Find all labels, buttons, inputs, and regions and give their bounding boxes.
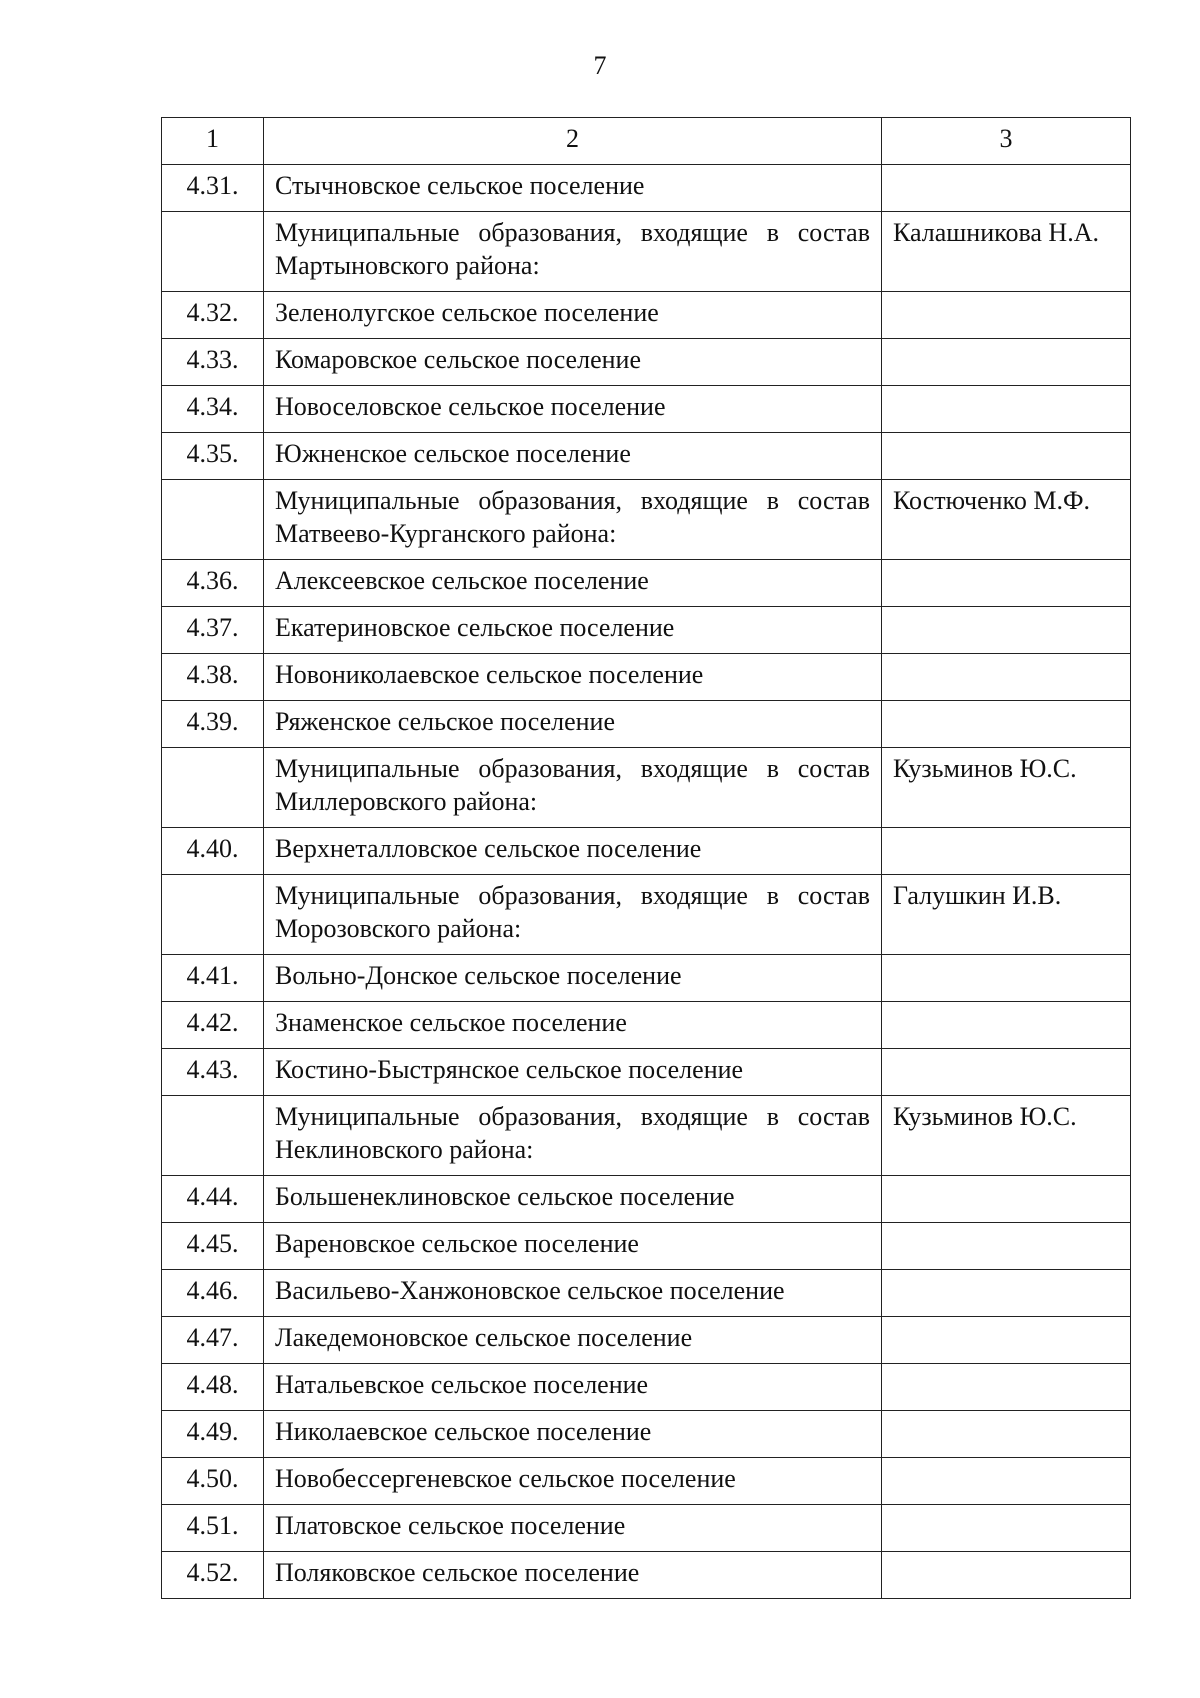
responsible-person — [882, 607, 1131, 654]
row-number: 4.33. — [162, 339, 264, 386]
row-number: 4.35. — [162, 433, 264, 480]
responsible-person — [882, 701, 1131, 748]
settlement-name: Вольно-Донское сельское поселение — [264, 955, 882, 1002]
district-group-row — [162, 748, 1131, 828]
settlement-name: Зеленолугское сельское поселение — [264, 292, 882, 339]
district-group-row — [162, 1096, 1131, 1176]
responsible-person — [882, 1270, 1131, 1317]
settlement-name: Екатериновское сельское поселение — [264, 607, 882, 654]
responsible-person — [882, 292, 1131, 339]
settlement-name: Ряженское сельское поселение — [264, 701, 882, 748]
responsible-person — [882, 1411, 1131, 1458]
responsible-person — [882, 1223, 1131, 1270]
table-row — [162, 339, 1131, 386]
table-row — [162, 701, 1131, 748]
settlement-name: Комаровское сельское поселение — [264, 339, 882, 386]
district-group-title: Муниципальные образования, входящие в состав Неклиновского района: — [264, 1096, 882, 1176]
table-row — [162, 1458, 1131, 1505]
page-number: 7 — [593, 51, 607, 80]
row-number: 4.45. — [162, 1223, 264, 1270]
district-group-row — [162, 875, 1131, 955]
row-number: 4.51. — [162, 1505, 264, 1552]
responsible-person — [882, 1176, 1131, 1223]
row-number: 4.47. — [162, 1317, 264, 1364]
column-header-name: 2 — [264, 118, 882, 165]
table-row — [162, 433, 1131, 480]
table-row — [162, 1049, 1131, 1096]
row-number: 4.37. — [162, 607, 264, 654]
responsible-person — [882, 955, 1131, 1002]
table-row — [162, 1270, 1131, 1317]
table-row — [162, 654, 1131, 701]
settlement-name: Поляковское сельское поселение — [264, 1552, 882, 1599]
table-row — [162, 1552, 1131, 1599]
settlement-name: Васильево-Ханжоновское сельское поселение — [264, 1270, 882, 1317]
table-row — [162, 955, 1131, 1002]
settlement-name: Верхнеталловское сельское поселение — [264, 828, 882, 875]
districts-table — [161, 117, 1131, 1599]
responsible-person — [882, 1458, 1131, 1505]
settlement-name: Алексеевское сельское поселение — [264, 560, 882, 607]
settlement-name: Новоселовское сельское поселение — [264, 386, 882, 433]
table-body — [162, 118, 1131, 1599]
table-row — [162, 560, 1131, 607]
table-row — [162, 1002, 1131, 1049]
row-number: 4.39. — [162, 701, 264, 748]
row-number: 4.32. — [162, 292, 264, 339]
district-group-title: Муниципальные образования, входящие в состав Миллеровского района: — [264, 748, 882, 828]
responsible-person: Костюченко М.Ф. — [882, 480, 1131, 560]
responsible-person — [882, 386, 1131, 433]
district-group-title: Муниципальные образования, входящие в состав Мартыновского района: — [264, 212, 882, 292]
responsible-person — [882, 654, 1131, 701]
settlement-name: Большенеклиновское сельское поселение — [264, 1176, 882, 1223]
settlement-name: Костино-Быстрянское сельское поселение — [264, 1049, 882, 1096]
settlement-name: Южненское сельское поселение — [264, 433, 882, 480]
responsible-person — [882, 1049, 1131, 1096]
settlement-name: Николаевское сельское поселение — [264, 1411, 882, 1458]
table-row — [162, 1411, 1131, 1458]
row-number: 4.42. — [162, 1002, 264, 1049]
row-number: 4.52. — [162, 1552, 264, 1599]
row-number: 4.50. — [162, 1458, 264, 1505]
row-number: 4.40. — [162, 828, 264, 875]
settlement-name: Стычновское сельское поселение — [264, 165, 882, 212]
responsible-person — [882, 560, 1131, 607]
row-number: 4.36. — [162, 560, 264, 607]
row-number: 4.49. — [162, 1411, 264, 1458]
row-number: 4.48. — [162, 1364, 264, 1411]
row-number: 4.38. — [162, 654, 264, 701]
row-number — [162, 480, 264, 560]
responsible-person — [882, 1317, 1131, 1364]
responsible-person — [882, 828, 1131, 875]
table-row — [162, 1364, 1131, 1411]
table-row — [162, 607, 1131, 654]
table-row — [162, 1176, 1131, 1223]
table-row — [162, 292, 1131, 339]
responsible-person — [882, 433, 1131, 480]
responsible-person: Кузьминов Ю.С. — [882, 1096, 1131, 1176]
row-number — [162, 748, 264, 828]
responsible-person — [882, 165, 1131, 212]
settlement-name: Новобессергеневское сельское поселение — [264, 1458, 882, 1505]
table-row — [162, 386, 1131, 433]
settlement-name: Натальевское сельское поселение — [264, 1364, 882, 1411]
responsible-person: Галушкин И.В. — [882, 875, 1131, 955]
settlement-name: Платовское сельское поселение — [264, 1505, 882, 1552]
row-number — [162, 212, 264, 292]
responsible-person — [882, 339, 1131, 386]
responsible-person — [882, 1364, 1131, 1411]
responsible-person: Калашникова Н.А. — [882, 212, 1131, 292]
row-number: 4.41. — [162, 955, 264, 1002]
row-number: 4.31. — [162, 165, 264, 212]
district-group-row — [162, 212, 1131, 292]
settlement-name: Новониколаевское сельское поселение — [264, 654, 882, 701]
district-group-row — [162, 480, 1131, 560]
table-row — [162, 1223, 1131, 1270]
row-number — [162, 875, 264, 955]
responsible-person — [882, 1505, 1131, 1552]
table-row — [162, 828, 1131, 875]
district-group-title: Муниципальные образования, входящие в состав Морозовского района: — [264, 875, 882, 955]
responsible-person — [882, 1002, 1131, 1049]
table-header-row — [162, 118, 1131, 165]
row-number: 4.46. — [162, 1270, 264, 1317]
table-row — [162, 1505, 1131, 1552]
column-header-number: 1 — [162, 118, 264, 165]
row-number: 4.43. — [162, 1049, 264, 1096]
row-number: 4.34. — [162, 386, 264, 433]
row-number — [162, 1096, 264, 1176]
settlement-name: Лакедемоновское сельское поселение — [264, 1317, 882, 1364]
table-row — [162, 1317, 1131, 1364]
responsible-person: Кузьминов Ю.С. — [882, 748, 1131, 828]
column-header-responsible: 3 — [882, 118, 1131, 165]
district-group-title: Муниципальные образования, входящие в состав Матвеево-Курганского района: — [264, 480, 882, 560]
settlement-name: Вареновское сельское поселение — [264, 1223, 882, 1270]
responsible-person — [882, 1552, 1131, 1599]
settlement-name: Знаменское сельское поселение — [264, 1002, 882, 1049]
table-row — [162, 165, 1131, 212]
row-number: 4.44. — [162, 1176, 264, 1223]
